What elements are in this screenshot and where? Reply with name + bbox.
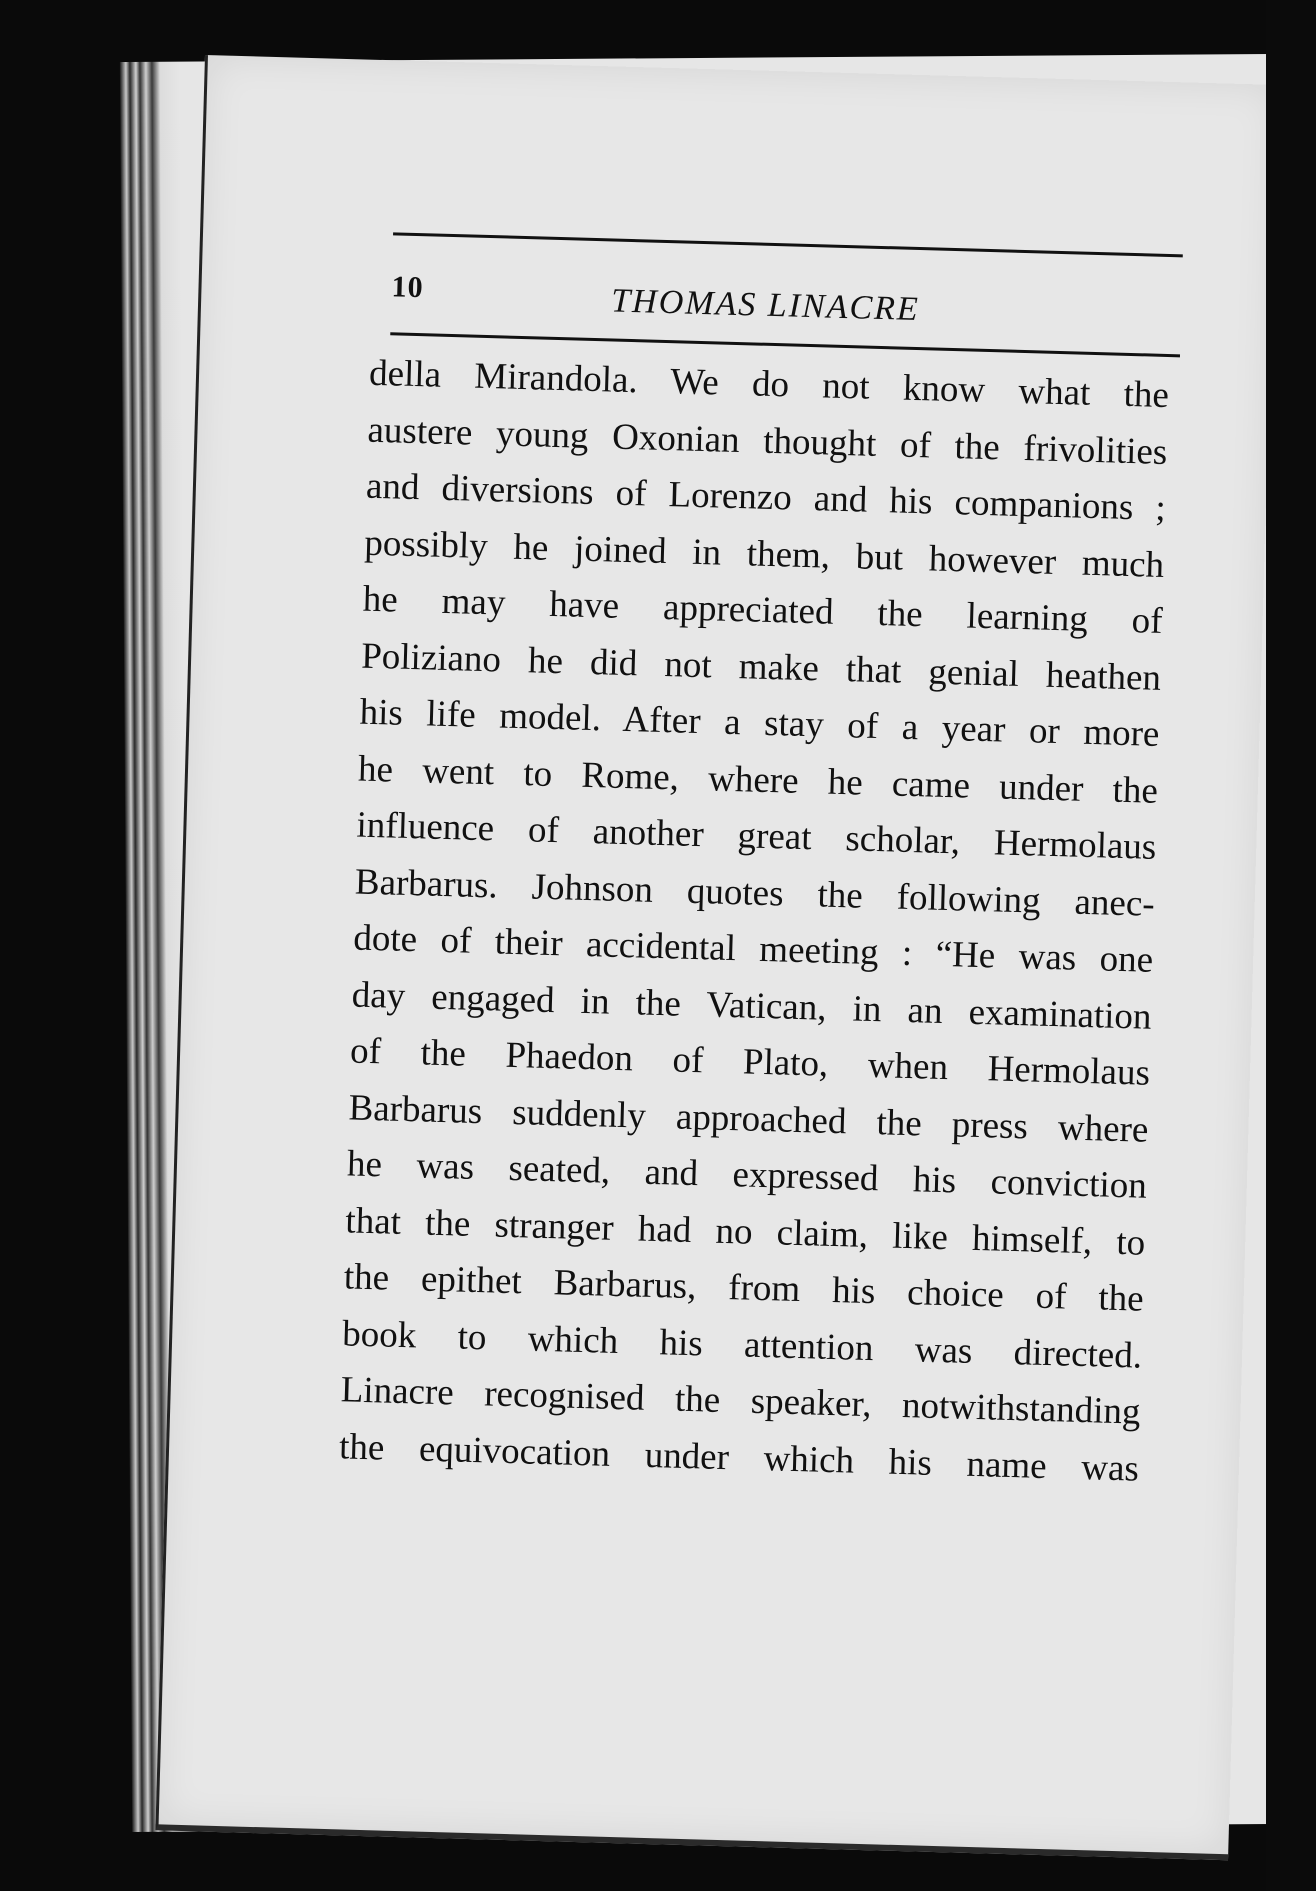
text-line: possibly he joined in them, but however much <box>363 522 1165 586</box>
text-line: della Mirandola. We do not know what the <box>368 352 1170 417</box>
text-line: he may have appreciated the learning of <box>362 578 1164 642</box>
text-line: that the stranger had no claim, like himself, to <box>344 1199 1146 1264</box>
text-line: book to which his attention was directed. <box>341 1312 1143 1377</box>
page-number: 10 <box>391 270 425 305</box>
text-line: day engaged in the Vatican, in an examination <box>351 973 1153 1038</box>
text-line: he was seated, and expressed his conviction <box>346 1143 1148 1207</box>
book-page <box>155 55 1277 1860</box>
body-text <box>338 346 1169 1498</box>
text-line: Barbarus suddenly approached the press where <box>348 1086 1149 1151</box>
text-line: of the Phaedon of Plato, when Hermolaus <box>349 1030 1151 1094</box>
text-line: Barbarus. Johnson quotes the following anec- <box>354 861 1156 925</box>
text-line: and diversions of Lorenzo and his companions ; <box>365 465 1167 529</box>
text-line: he went to Rome, where he came under the <box>357 748 1159 812</box>
text-line: the equivocation under which his name was <box>338 1425 1140 1490</box>
text-line: dote of their accidental meeting : “He was one <box>352 917 1154 981</box>
page-header <box>390 232 1183 364</box>
running-head: THOMAS LINACRE <box>610 282 921 329</box>
text-line: the epithet Barbarus, from his choice of the <box>343 1256 1145 1320</box>
text-line: Linacre recognised the speaker, notwithstanding <box>340 1369 1142 1433</box>
text-line: his life model. After a stay of a year or more <box>359 691 1160 755</box>
scan-right-edge <box>1266 0 1316 1891</box>
text-line: austere young Oxonian thought of the frivolities <box>367 409 1168 473</box>
text-line: influence of another great scholar, Hermolaus <box>355 804 1157 868</box>
text-line: Poliziano he did not make that genial heathen <box>360 635 1162 699</box>
header-rule-top <box>393 232 1183 257</box>
